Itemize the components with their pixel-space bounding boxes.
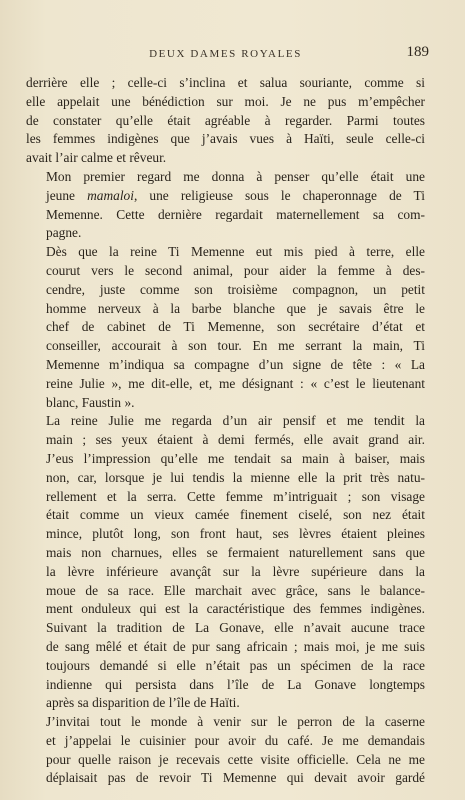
text-line: ment onduleux qui est la caractéristique des femmes indigènes. <box>46 601 425 617</box>
text-line: de constater qu’elle était agréable à regarder. Parmi toutes <box>26 112 425 128</box>
text-line: était comme un vieux camée finement ciselé, son nez était <box>46 507 425 523</box>
text-line: Memenne m’indiqua sa compagne d’un signe de tête : « La <box>46 356 425 372</box>
text-line: non, car, lorsque je lui tendis la mienne elle la prit très natu- <box>46 469 425 485</box>
text-line: indienne qui persista dans l’île de La Gonave longtemps <box>46 676 425 692</box>
text-line: après sa disparition de l’île de Haïti. <box>46 695 240 711</box>
text-line: Memenne. Cette dernière regardait maternellement sa com- <box>46 206 425 222</box>
text-line: pour quelle raison je recevais cette visite officielle. Cela ne me <box>46 751 425 767</box>
text-line: blanc, Faustin ». <box>46 394 135 410</box>
paragraph <box>26 412 425 713</box>
body-text <box>26 74 425 788</box>
text-line: homme nerveux à la barbe blanche que je savais être le <box>46 300 425 316</box>
text-line: J’invitai tout le monde à venir sur le perron de la caserne <box>46 714 425 730</box>
text-line: Dès que la reine Ti Memenne eut mis pied à terre, elle <box>46 244 425 260</box>
text-line: conseiller, accourait à son tour. En me serrant la main, Ti <box>46 338 425 354</box>
paragraph <box>26 713 425 788</box>
text-line: rellement et la serra. Cette femme m’intriguait ; son visage <box>46 488 425 504</box>
text-line: la lèvre inférieure avançât sur la lèvre supérieure dans la <box>46 563 425 579</box>
text-line: derrière elle ; celle-ci s’inclina et salua souriante, comme si <box>26 75 425 90</box>
text-line: et j’appelai le cuisinier pour avoir du café. Je me demandais <box>46 732 425 748</box>
running-title: DEUX DAMES ROYALES <box>149 48 302 60</box>
text-line: les femmes indigènes que j’avais vues à Haïti, seule celle-ci <box>26 131 425 147</box>
text-line: de sang mêlé et était de pur sang africain ; mais moi, je me suis <box>46 638 425 654</box>
paragraph <box>26 74 425 168</box>
text-line: toujours demandé si elle n’était pas un spécimen de la race <box>46 657 425 673</box>
text-line: chef de cabinet de Ti Memenne, son secrétaire d’état et <box>46 319 425 335</box>
text-line: déplaisait pas de revoir Ti Memenne qui devait avoir gardé <box>46 770 425 786</box>
text-line: elle appelait une bénédiction sur moi. Je ne pus m’empêcher <box>26 93 425 109</box>
text-line: J’eus l’impression qu’elle me tendait sa main à baiser, mais <box>46 450 425 466</box>
text-line: courut vers le second animal, pour aider la femme à des- <box>46 262 425 278</box>
text-line: mais non charnues, elles se fermaient naturellement sans que <box>46 544 425 560</box>
paragraph <box>26 168 425 243</box>
text-line: cendre, juste comme son troisième compagnon, un petit <box>46 281 425 297</box>
running-head <box>26 44 429 64</box>
text-line: Suivant la tradition de La Gonave, elle n’avait aucune trace <box>46 620 425 636</box>
page-number: 189 <box>406 44 429 60</box>
text-line: La reine Julie me regarda d’un air pensif et me tendit la <box>46 413 425 429</box>
text-line: reine Julie », me dit-elle, et, me désignant : « c’est le lieutenant <box>46 375 425 391</box>
text-line: mince, plutôt long, son front haut, ses lèvres étaient pleines <box>46 526 425 542</box>
text-line: pagne. <box>46 225 82 241</box>
text-line: avait l’air calme et rêveur. <box>26 150 167 166</box>
paragraph <box>26 243 425 412</box>
text-line: Mon premier regard me donna à penser qu’elle était une <box>46 168 425 184</box>
text-line: jeune mamaloi, une religieuse sous le chaperonnage de Ti <box>46 187 425 203</box>
text-line: moue de sa race. Elle marchait avec grâce, sans le balance- <box>46 582 425 598</box>
text-line: main ; ses yeux étaient à demi fermés, elle avait grand air. <box>46 432 425 448</box>
